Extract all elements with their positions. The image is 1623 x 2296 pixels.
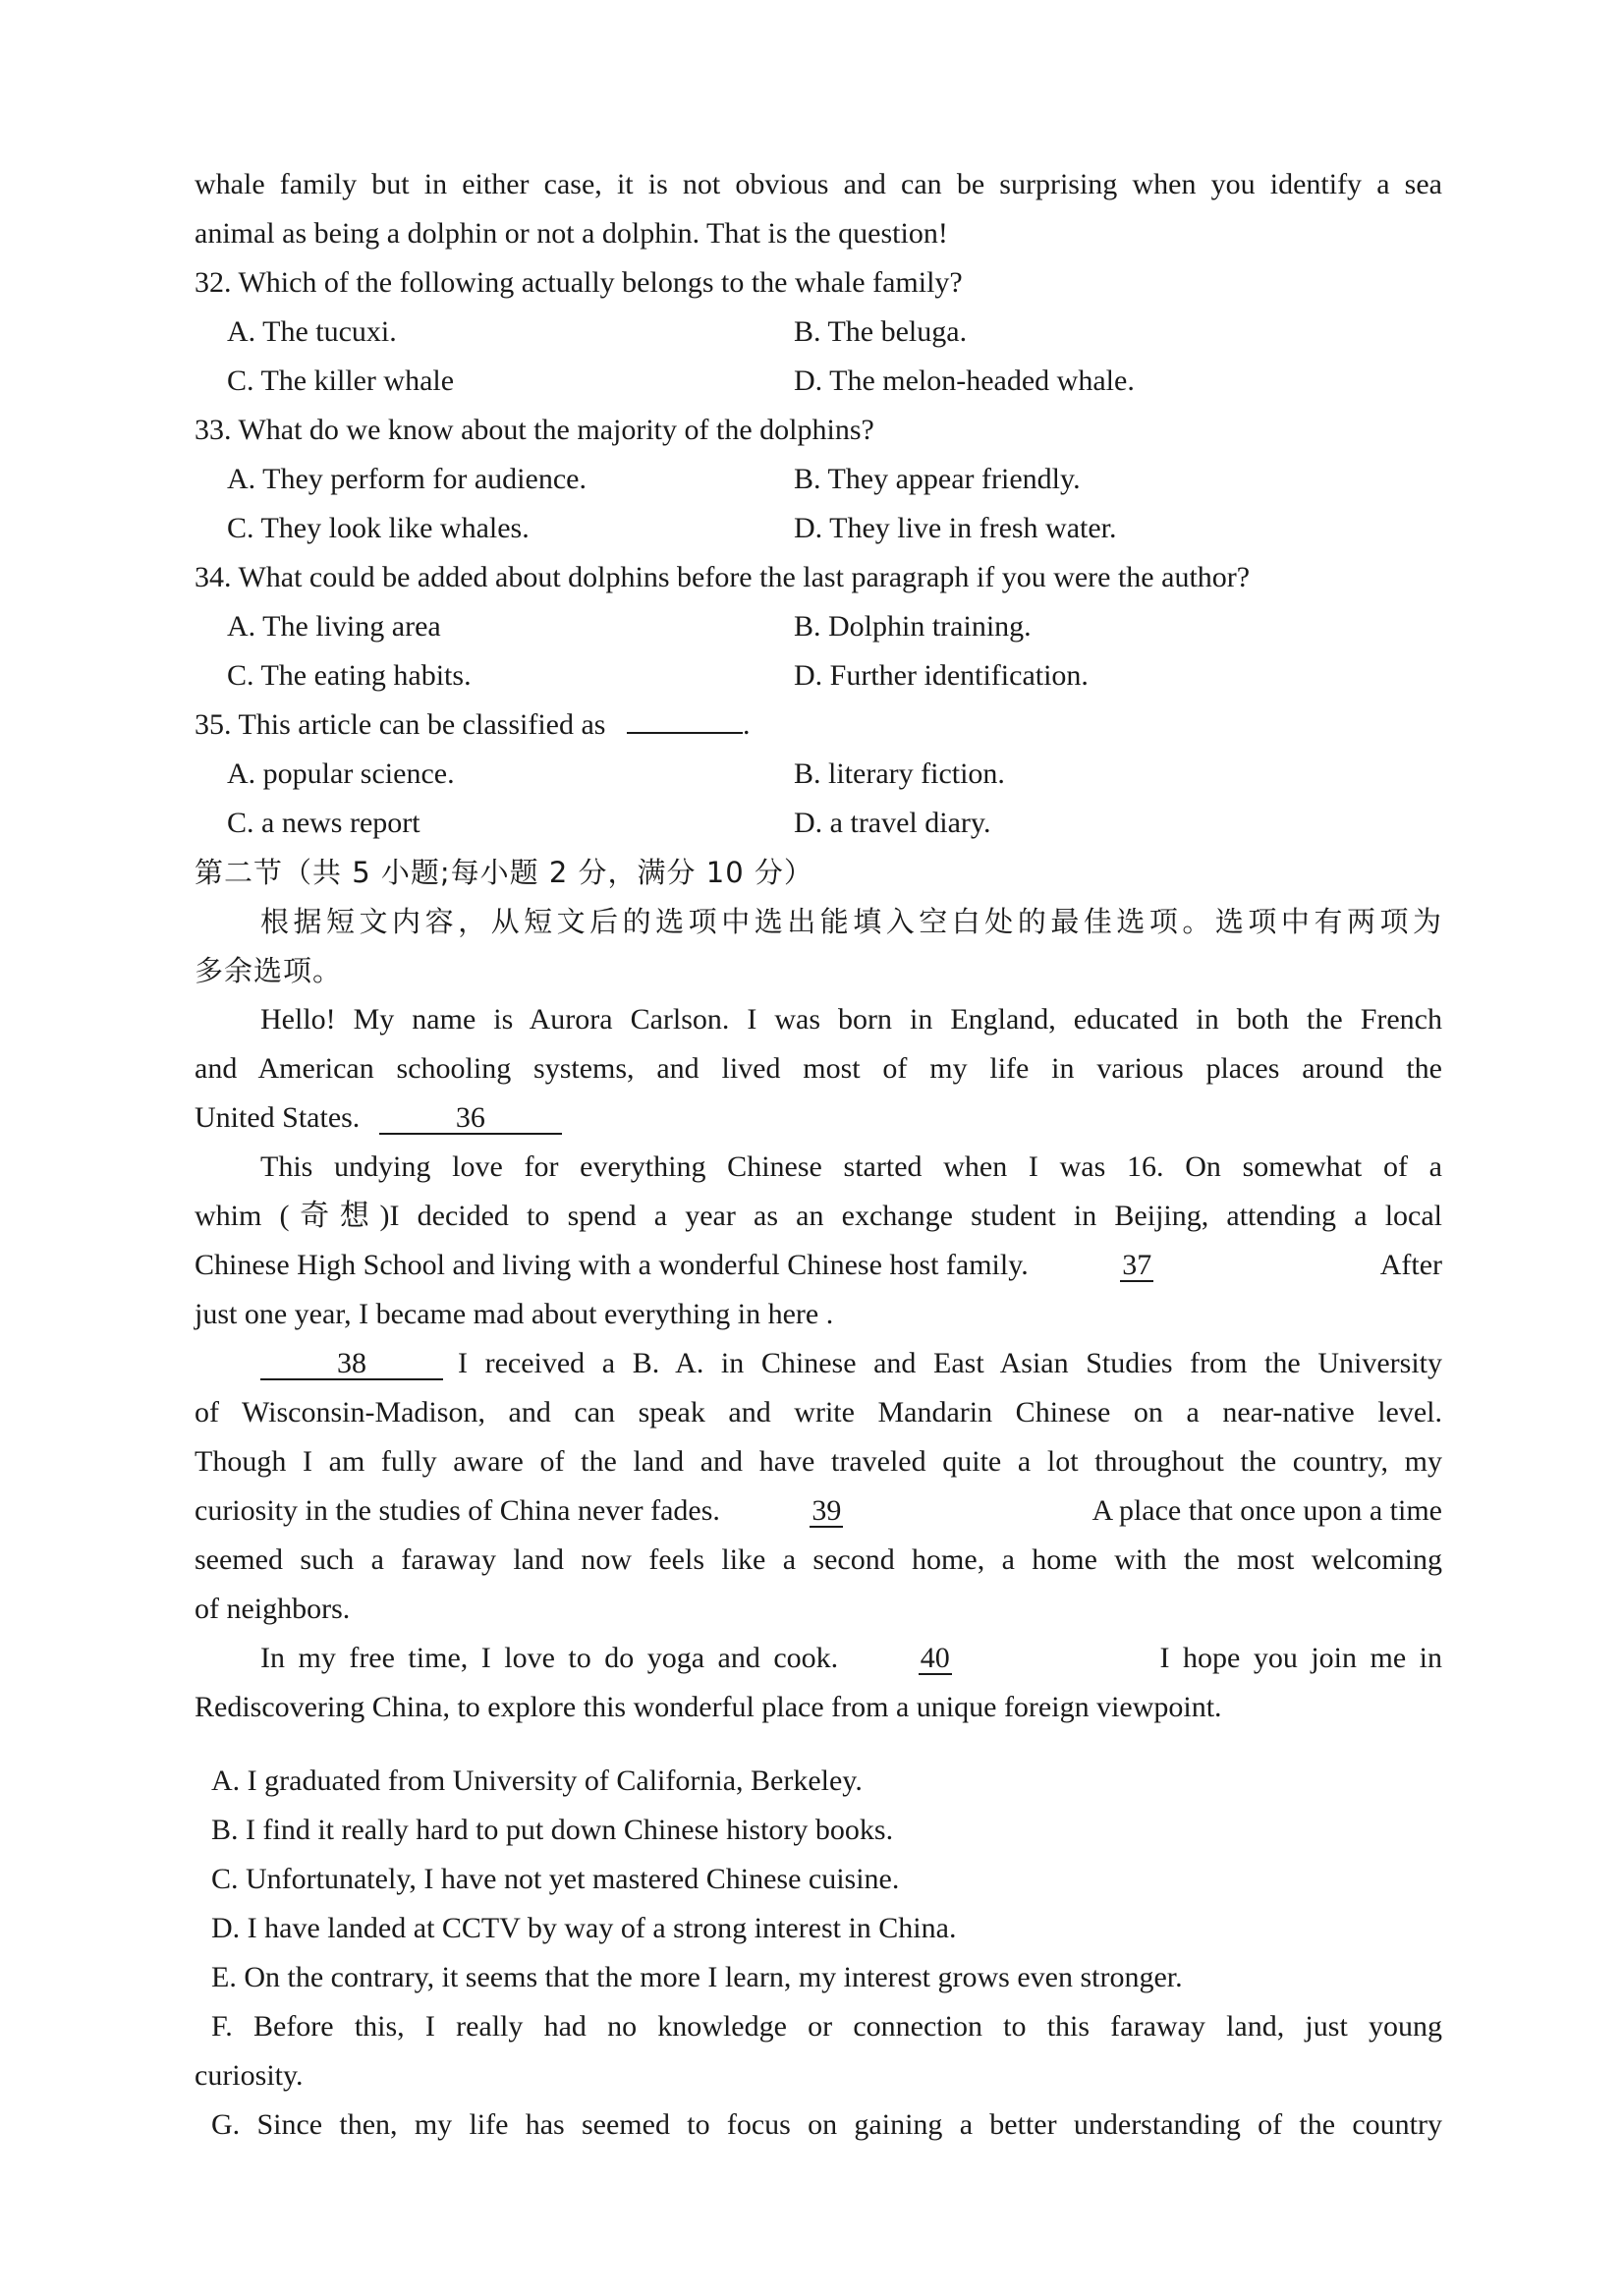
question-33-stem: 33. What do we know about the majority of the dolphins? [195,414,874,446]
q33-option-c: C. They look like whales. [227,512,530,544]
choice-d: D. I have landed at CCTV by way of a strong interest in China. [211,1912,957,1944]
q34-option-a: A. The living area [227,610,441,643]
q32-option-b: B. The beluga. [794,315,968,348]
blank-37: 37 [1122,1249,1152,1281]
passage-line [195,1093,1442,1143]
passage-line [260,1634,1442,1683]
q33-option-d: D. They live in fresh water. [794,512,1117,544]
passage-text: After [1379,1249,1442,1281]
passage-line: whim (奇想)I decided to spend a year as an exchange student in Beijing, attending a local [195,1200,1442,1232]
passage-line: seemed such a faraway land now feels like a second home, a home with the most welcoming [195,1543,1442,1576]
q35-option-b: B. literary fiction. [794,757,1005,790]
q32-option-d: D. The melon-headed whale. [794,364,1135,397]
section-instruction: 根据短文内容，从短文后的选项中选出能填入空白处的最佳选项。选项中有两项为 [260,905,1442,938]
passage-text: A place that once upon a time [1091,1494,1442,1527]
q35-option-d: D. a travel diary. [794,807,991,839]
choice-c: C. Unfortunately, I have not yet mastered Chinese cuisine. [211,1863,900,1895]
passage-line: and American schooling systems, and lived most of my life in various places around the [195,1052,1442,1085]
passage-line: whale family but in either case, it is not obvious and can be surprising when you identify a sea [195,168,1442,200]
blank-40: 40 [920,1642,950,1674]
blank-38: 38 [260,1349,443,1380]
q34-option-b: B. Dolphin training. [794,610,1032,643]
choice-b: B. I find it really hard to put down Chinese history books. [211,1814,894,1846]
passage-text: Chinese High School and living with a wonderful Chinese host family. [195,1249,1029,1281]
blank-39: 39 [812,1494,842,1527]
blank-36: 36 [379,1103,562,1135]
q35-option-a: A. popular science. [227,757,455,790]
choice-e: E. On the contrary, it seems that the more I learn, my interest grows even stronger. [211,1961,1183,1993]
choice-f-continued: curiosity. [195,2059,304,2092]
passage-text: In my free time, I love to do yoga and cook. [260,1642,839,1674]
choice-f: F. Before this, I really had no knowledge or connection to this faraway land, just young [211,2010,1442,2043]
q33-option-b: B. They appear friendly. [794,463,1081,495]
passage-line [195,1241,1442,1290]
q32-option-c: C. The killer whale [227,364,455,397]
section-heading: 第二节（共 5 小题;每小题 2 分，满分 10 分） [195,856,813,889]
passage-line: of neighbors. [195,1593,351,1625]
passage-text: curiosity in the studies of China never fades. [195,1494,720,1527]
q33-option-a: A. They perform for audience. [227,463,587,495]
q35-option-c: C. a news report [227,807,420,839]
q34-option-d: D. Further identification. [794,659,1089,692]
passage-line: of Wisconsin-Madison, and can speak and write Mandarin Chinese on a near-native level. [195,1396,1442,1428]
passage-line: Though I am fully aware of the land and have traveled quite a lot throughout the country, my [195,1445,1442,1478]
q32-option-a: A. The tucuxi. [227,315,397,348]
choice-g: G. Since then, my life has seemed to focus on gaining a better understanding of the country [211,2108,1442,2141]
passage-text: United States. [195,1101,361,1134]
question-35-stem [195,700,1442,750]
q35-stem-text: 35. This article can be classified as [195,708,606,741]
q35-stem-end: . [742,708,751,741]
answer-blank [627,732,743,734]
question-32-stem: 32. Which of the following actually belongs to the whale family? [195,266,963,299]
passage-text: I hope you join me in [1159,1642,1442,1674]
choice-a: A. I graduated from University of California, Berkeley. [211,1764,863,1797]
passage-text: I received a B. A. in Chinese and East Asian Studies from the University [458,1347,1442,1379]
passage-line: This undying love for everything Chinese started when I was 16. On somewhat of a [260,1150,1442,1183]
passage-line: animal as being a dolphin or not a dolphin. That is the question! [195,217,948,250]
passage-line: Rediscovering China, to explore this wonderful place from a unique foreign viewpoint. [195,1691,1222,1723]
question-34-stem: 34. What could be added about dolphins before the last paragraph if you were the author? [195,561,1251,593]
passage-line: Hello! My name is Aurora Carlson. I was born in England, educated in both the French [260,1003,1442,1036]
passage-line: just one year, I became mad about everything in here . [195,1298,834,1330]
passage-line [195,1339,1442,1388]
passage-line [195,1486,1442,1536]
q34-option-c: C. The eating habits. [227,659,472,692]
section-instruction: 多余选项。 [195,954,343,987]
